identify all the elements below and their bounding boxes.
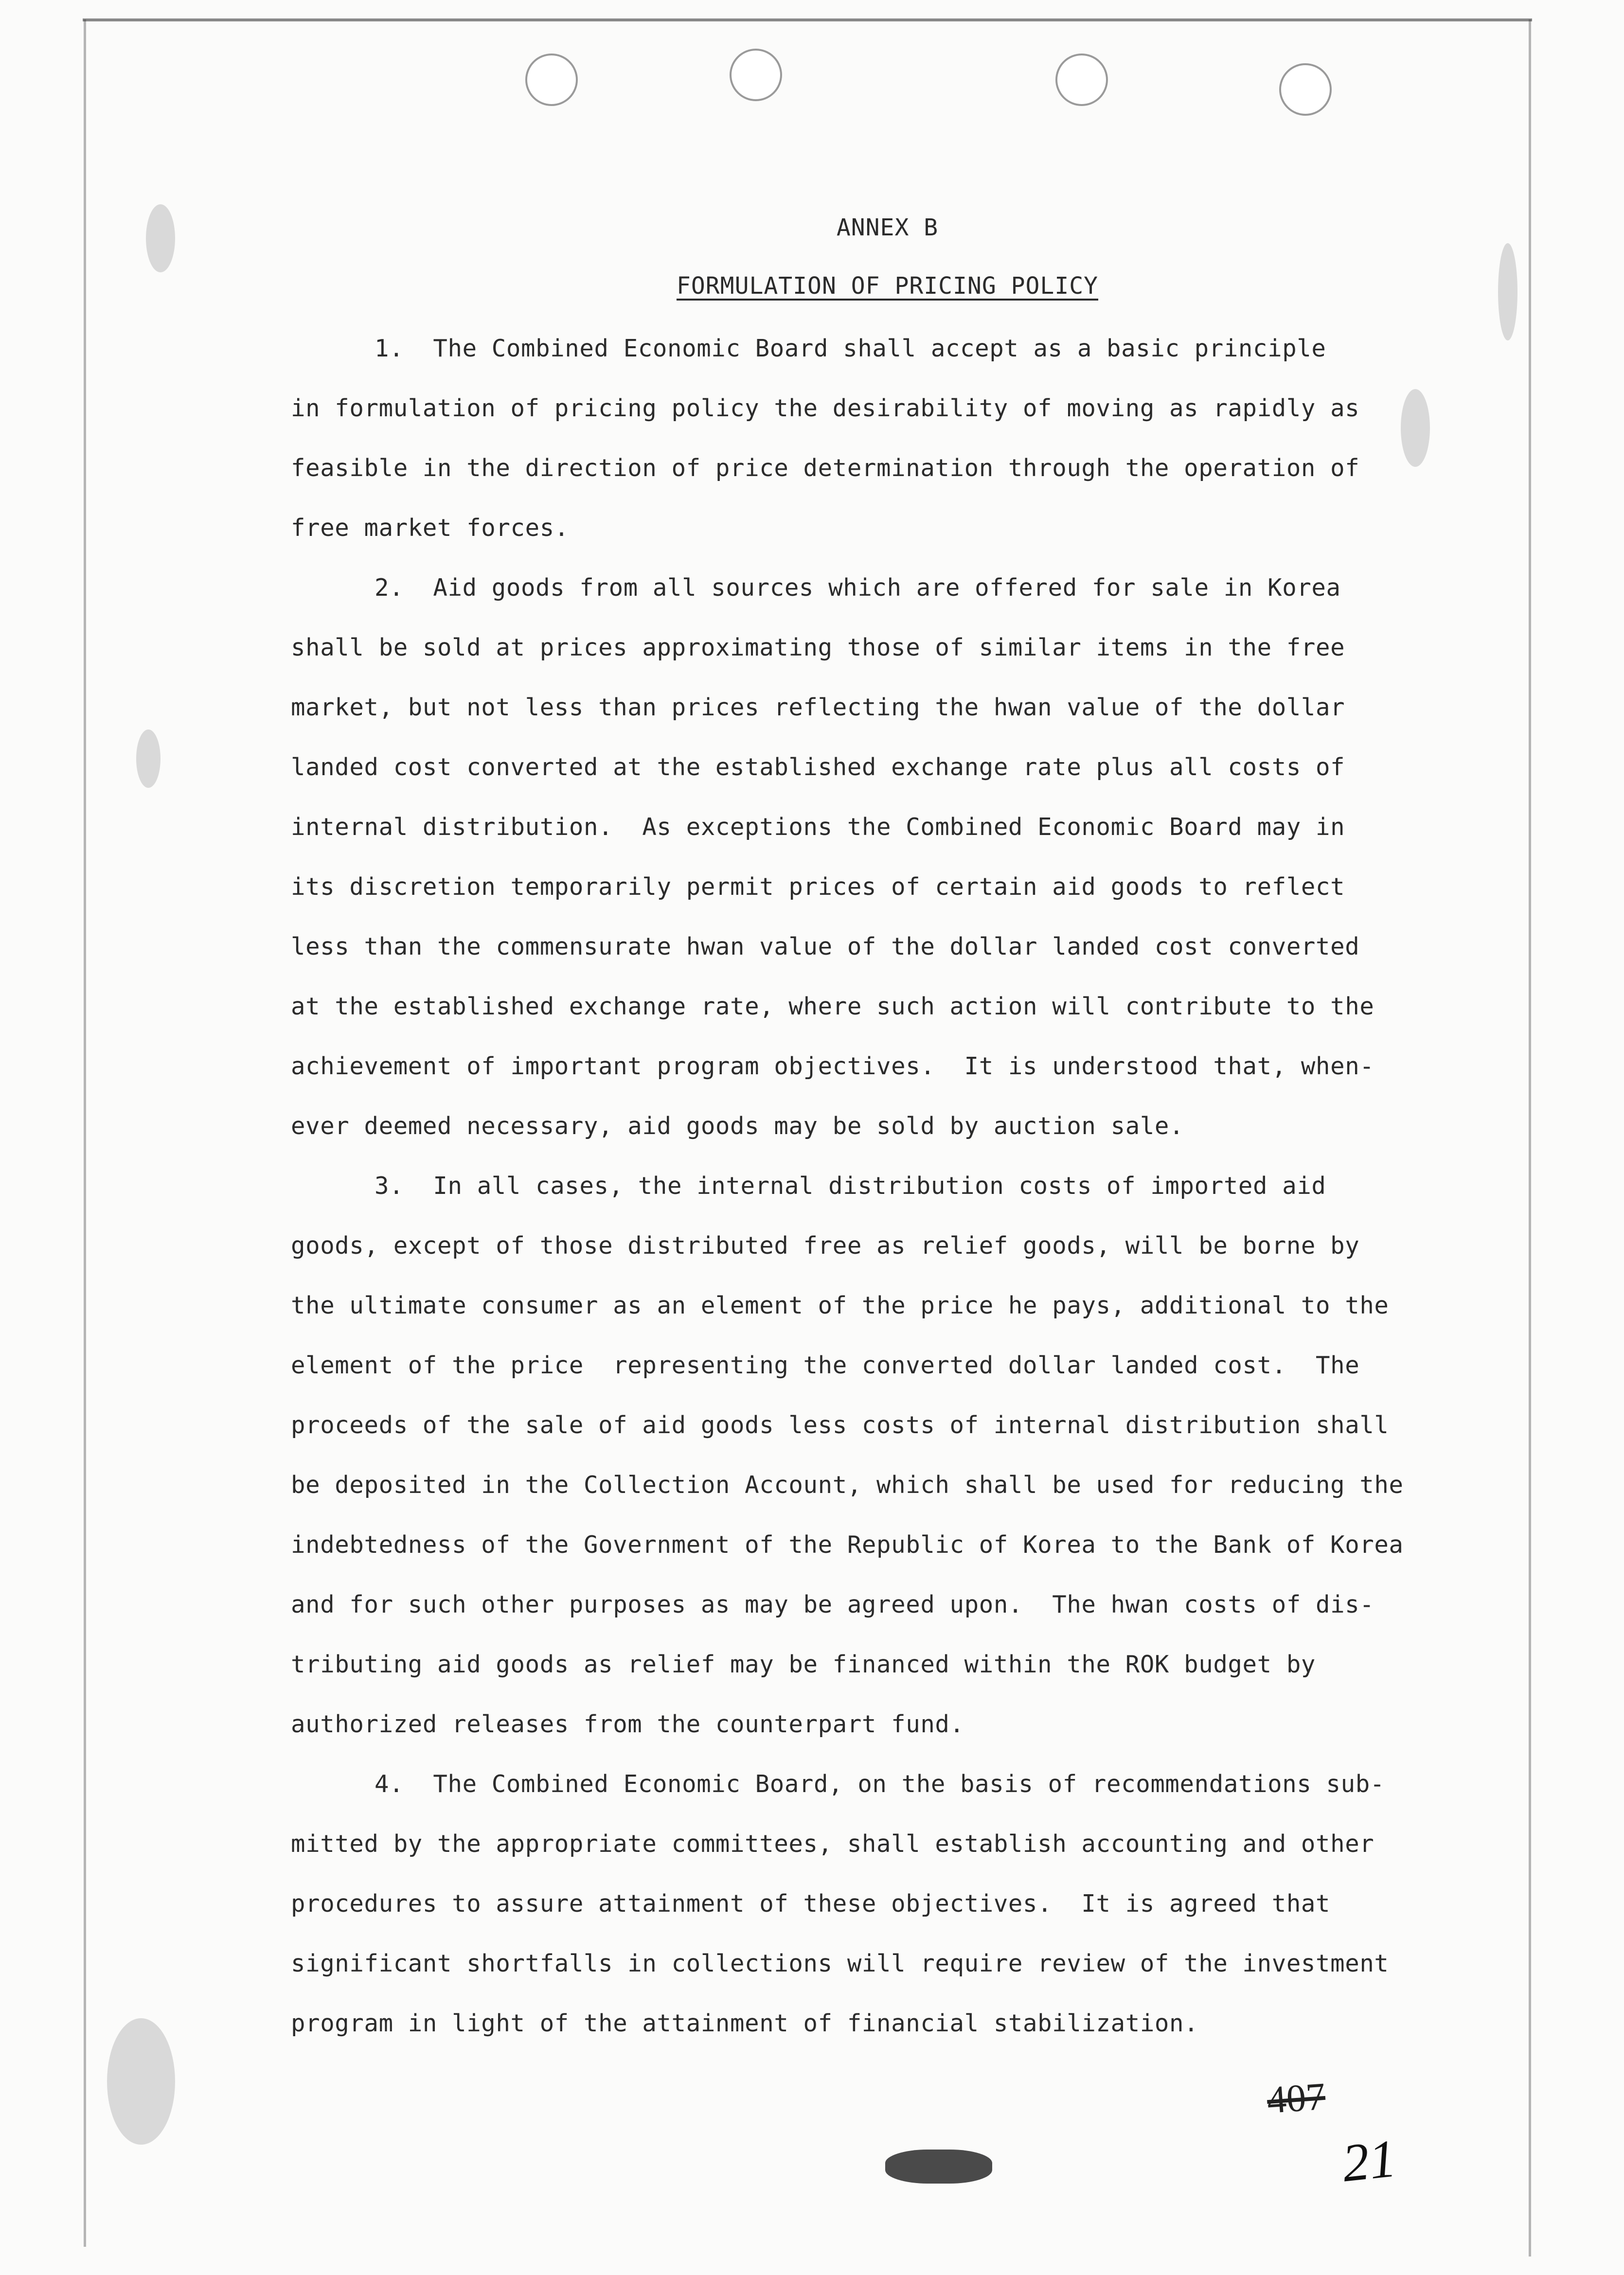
punch-hole — [1055, 53, 1108, 106]
scan-border-top — [83, 18, 1532, 21]
punch-hole — [1279, 63, 1332, 116]
text-line: the ultimate consumer as an element of the price he pays, additional to the — [291, 1292, 1389, 1319]
text-line: market, but not less than prices reflecting the hwan value of the dollar — [291, 693, 1345, 721]
text-line: shall be sold at prices approximating those of similar items in the free — [291, 634, 1345, 661]
text-line: significant shortfalls in collections will require review of the investment — [291, 1950, 1389, 1977]
text-line: 4. The Combined Economic Board, on the basis of recommendations sub- — [375, 1770, 1385, 1798]
text-line: feasible in the direction of price determination through the operation of — [291, 454, 1360, 482]
text-line: element of the price representing the converted dollar landed cost. The — [291, 1351, 1360, 1379]
scan-smudge — [107, 2018, 175, 2145]
scan-smudge — [1401, 389, 1430, 467]
text-line: 3. In all cases, the internal distribution costs of imported aid — [375, 1172, 1326, 1200]
text-line: mitted by the appropriate committees, shall establish accounting and other — [291, 1830, 1374, 1858]
text-line: in formulation of pricing policy the desirability of moving as rapidly as — [291, 394, 1360, 422]
text-line: free market forces. — [291, 514, 569, 542]
scan-border-left — [84, 19, 86, 2247]
ink-stamp-smudge — [885, 2150, 992, 2184]
punch-hole — [730, 49, 782, 101]
text-line: 2. Aid goods from all sources which are offered for sale in Korea — [375, 574, 1341, 602]
text-line: less than the commensurate hwan value of the dollar landed cost converted — [291, 933, 1360, 960]
text-line: proceeds of the sale of aid goods less costs of internal distribution shall — [291, 1411, 1389, 1439]
scan-smudge — [136, 729, 161, 788]
text-line: program in light of the attainment of financial stabilization. — [291, 2009, 1199, 2037]
text-line: and for such other purposes as may be agreed upon. The hwan costs of dis- — [291, 1591, 1374, 1618]
text-line: landed cost converted at the established exchange rate plus all costs of — [291, 753, 1345, 781]
text-line: 1. The Combined Economic Board shall accept as a basic principle — [375, 335, 1326, 362]
punch-hole — [525, 53, 578, 106]
text-line: procedures to assure attainment of these objectives. It is agreed that — [291, 1890, 1331, 1918]
text-line: internal distribution. As exceptions the Combined Economic Board may in — [291, 813, 1345, 841]
text-line: goods, except of those distributed free as relief goods, will be borne by — [291, 1232, 1360, 1260]
text-line: achievement of important program objectives. It is understood that, when- — [291, 1052, 1374, 1080]
text-line: authorized releases from the counterpart fund. — [291, 1710, 964, 1738]
text-line: indebtedness of the Government of the Republic of Korea to the Bank of Korea — [291, 1531, 1404, 1559]
text-line: at the established exchange rate, where such action will contribute to the — [291, 993, 1374, 1020]
annex-label: ANNEX B — [836, 214, 939, 241]
scan-border-right — [1529, 19, 1531, 2257]
text-line: ever deemed necessary, aid goods may be sold by auction sale. — [291, 1112, 1184, 1140]
struck-page-number: 407 — [1266, 2075, 1327, 2122]
text-line: tributing aid goods as relief may be financed within the ROK budget by — [291, 1651, 1316, 1678]
handwritten-page-number: 21 — [1339, 2128, 1399, 2193]
document-title: FORMULATION OF PRICING POLICY — [676, 272, 1099, 300]
text-line: be deposited in the Collection Account, which shall be used for reducing the — [291, 1471, 1404, 1499]
text-line: its discretion temporarily permit prices of certain aid goods to reflect — [291, 873, 1345, 901]
